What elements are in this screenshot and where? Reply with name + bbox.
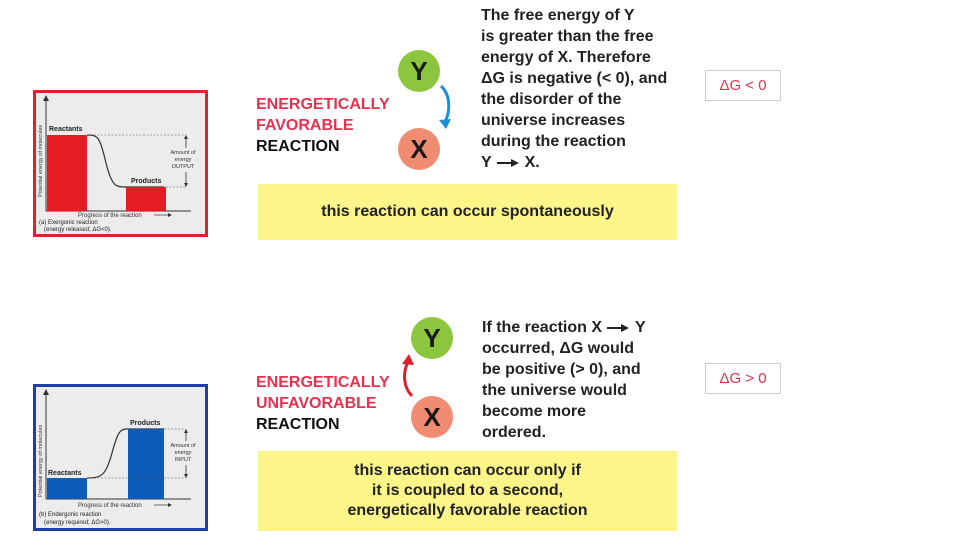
delta-g-positive-box: ΔG > 0 xyxy=(705,363,781,394)
endergonic-amount-line1: Amount of xyxy=(170,443,196,449)
endergonic-products-label: Products xyxy=(130,420,161,427)
exergonic-xlabel: Progress of the reaction xyxy=(78,213,142,219)
favorable-note: this reaction can occur spontaneously xyxy=(258,184,677,240)
right-arrow-icon xyxy=(496,158,520,168)
exergonic-caption-line2: (energy released; ΔG<0). xyxy=(44,227,112,233)
endergonic-xlabel: Progress of the reaction xyxy=(78,503,142,509)
endergonic-caption-line2: (energy required; ΔG>0). xyxy=(44,520,111,526)
endergonic-plot xyxy=(36,387,205,528)
endergonic-amount-line3: INPUT xyxy=(174,457,192,463)
unfavorable-heading: ENERGETICALLY UNFAVORABLE REACTION xyxy=(256,374,390,433)
endergonic-caption-line1: (b) Endergonic reaction xyxy=(39,512,102,518)
exergonic-amount-line3: OUTPUT xyxy=(171,164,195,170)
exergonic-ylabel: Potential energy of molecules xyxy=(38,124,44,197)
endergonic-ylabel: Potential energy of molecules xyxy=(38,424,44,497)
unfavorable-explanation: If the reaction X Y occurred, ΔG would be positive (> 0), and the universe would become more ordered. xyxy=(482,319,646,441)
exergonic-diagram xyxy=(33,90,208,237)
exergonic-products-label: Products xyxy=(131,178,162,185)
endergonic-reactants-bar xyxy=(47,478,87,499)
exergonic-products-bar xyxy=(126,187,166,211)
reaction-x-to-y: If the reaction X Y xyxy=(482,319,646,336)
right-arrow-icon xyxy=(606,323,630,333)
unfavorable-note: this reaction can occur only if it is coupled to a second, energetically favorable reaction xyxy=(258,451,677,531)
exergonic-amount-line2: energy xyxy=(174,157,192,163)
reaction-y-to-x: Y X. xyxy=(481,154,540,171)
top-x-circle: X xyxy=(398,128,440,170)
favorable-arrow xyxy=(434,82,460,130)
endergonic-reactants-label: Reactants xyxy=(48,470,82,477)
top-y-circle: Y xyxy=(398,50,440,92)
exergonic-reactants-bar xyxy=(47,135,87,211)
exergonic-plot xyxy=(36,93,205,234)
bottom-y-circle: Y xyxy=(411,317,453,359)
favorable-explanation: The free energy of Y is greater than the free energy of X. Therefore ΔG is negative (< 0), and the disorder of the universe increases during the reaction Y X. xyxy=(481,7,668,171)
exergonic-caption-line1: (a) Exergonic reaction xyxy=(39,220,98,226)
exergonic-reactants-label: Reactants xyxy=(49,126,83,133)
delta-g-negative-box: ΔG < 0 xyxy=(705,70,781,101)
favorable-heading: ENERGETICALLY FAVORABLE REACTION xyxy=(256,96,390,155)
bottom-x-circle: X xyxy=(411,396,453,438)
exergonic-amount-line1: Amount of xyxy=(170,150,196,156)
endergonic-products-bar xyxy=(128,429,164,499)
endergonic-diagram xyxy=(33,384,208,531)
endergonic-amount-line2: energy xyxy=(174,450,192,456)
unfavorable-arrow xyxy=(396,352,422,398)
